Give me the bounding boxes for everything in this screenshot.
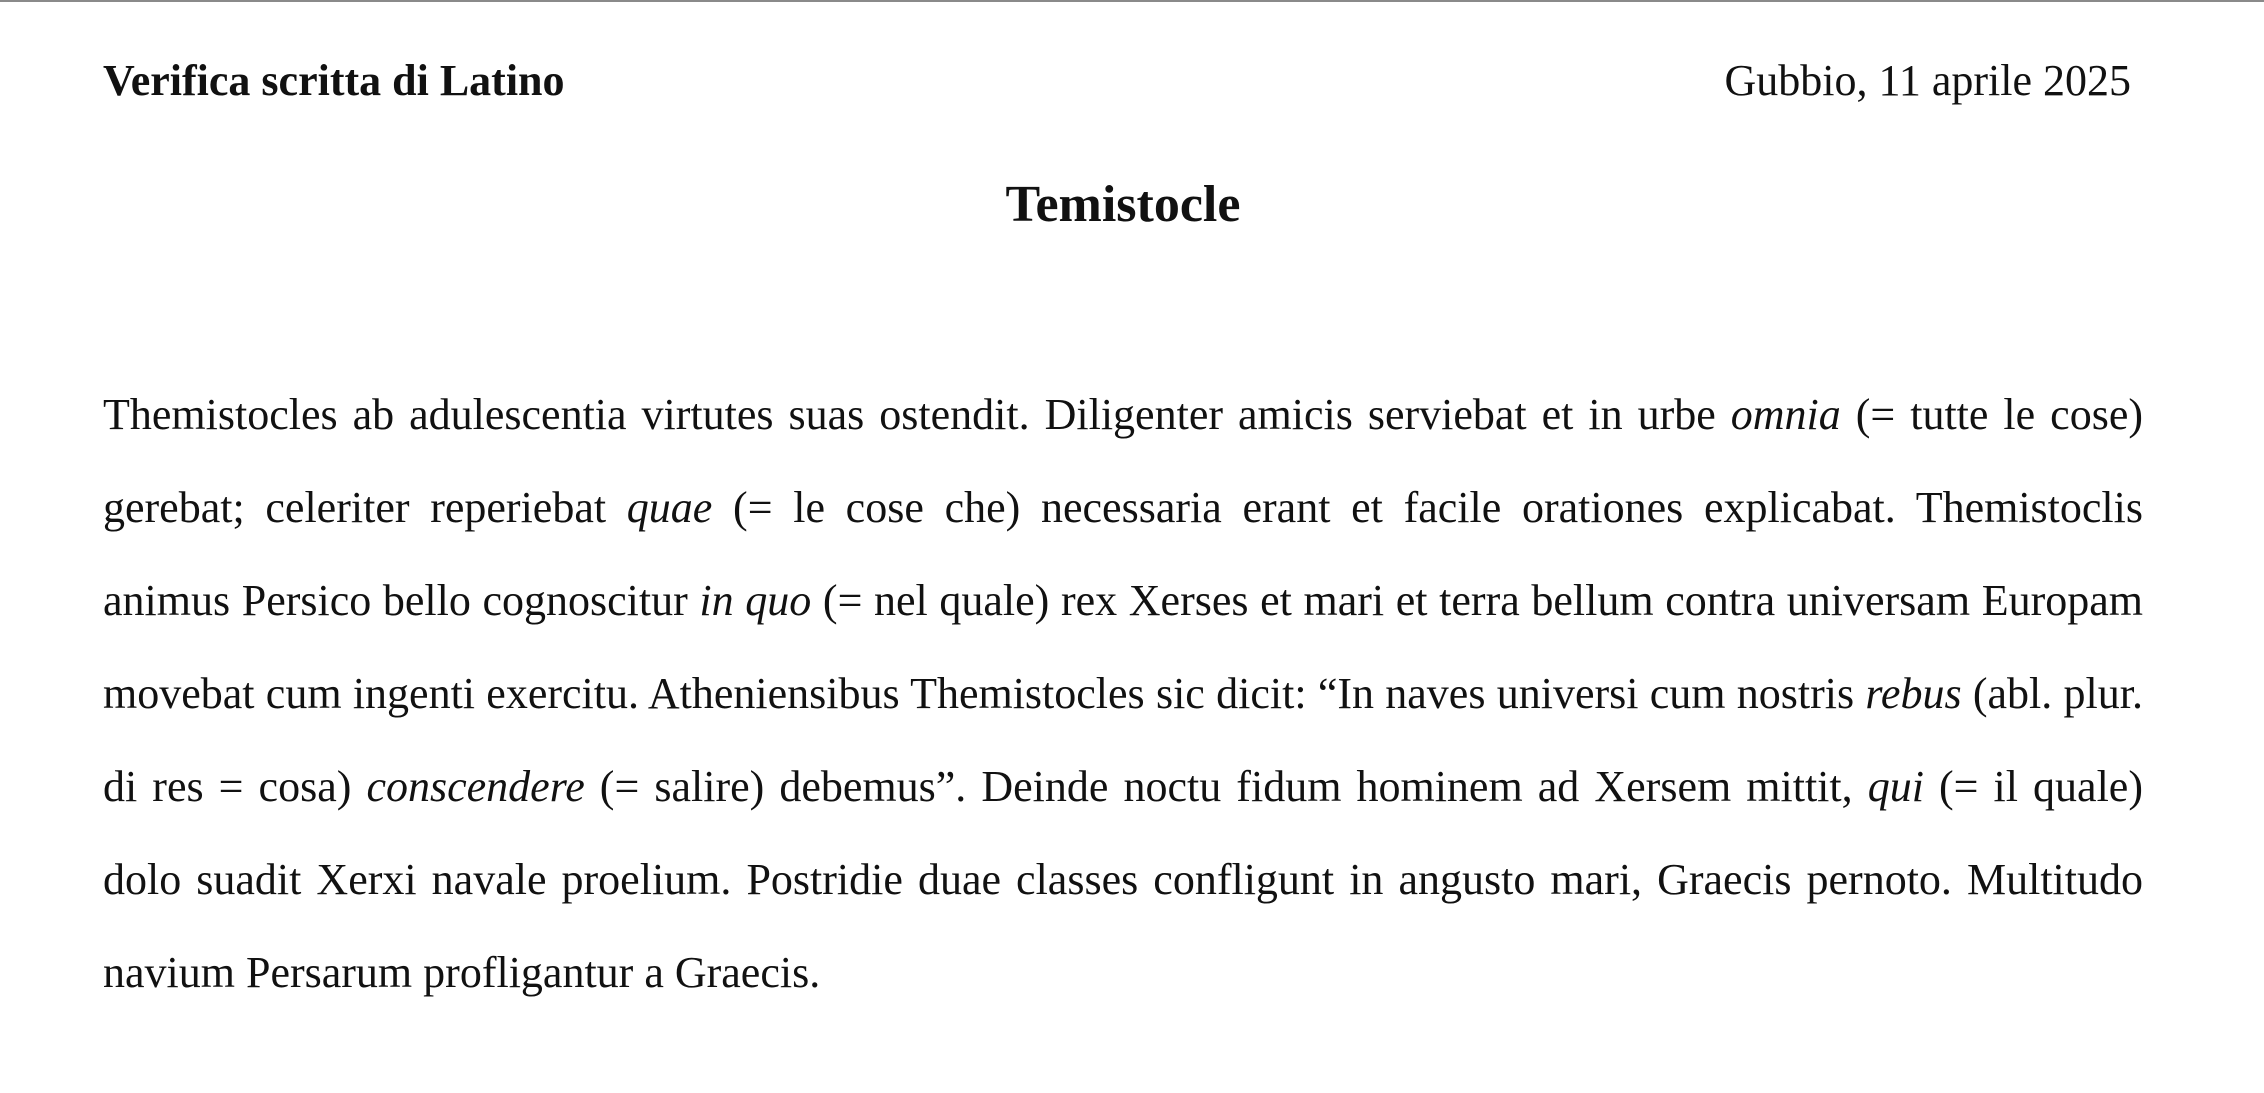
passage-text: Themistocles ab adulescentia virtutes suas ostendit. Diligenter amicis serviebat et in urbe bbox=[103, 390, 1731, 439]
passage-text: (abl. plur. di res = cosa) bbox=[103, 669, 2143, 811]
page-title: Temistocle bbox=[1005, 176, 1241, 233]
gloss-term-rebus: rebus bbox=[1865, 669, 1962, 718]
gloss-term-qui: qui bbox=[1867, 762, 1924, 811]
passage-text: (= salire) debemus”. Deinde noctu fidum hominem ad Xersem mittit, bbox=[584, 762, 1868, 811]
passage-text: (= le cose che) necessaria erant et facile orationes explicabat. Themistoclis animus Persico bello cognoscitur bbox=[103, 483, 2143, 625]
passage-text: (= il quale) dolo suadit Xerxi navale proelium. Postridie duae classes confligunt in angusto mari, Graecis pernoto. Multitudo navium Persarum profligantur a Graecis. bbox=[103, 762, 2143, 997]
latin-passage bbox=[103, 368, 2143, 1019]
gloss-term-in-quo: in quo bbox=[699, 576, 812, 625]
gloss-term-conscendere: conscendere bbox=[366, 762, 585, 811]
passage-text: (= tutte le cose) gerebat; celeriter reperiebat bbox=[103, 390, 2144, 532]
exam-subject: Verifica scritta di Latino bbox=[103, 56, 565, 105]
gloss-term-quae: quae bbox=[626, 483, 713, 532]
place-and-date: Gubbio, 11 aprile 2025 bbox=[1724, 56, 2131, 105]
document-page bbox=[103, 0, 2143, 1093]
gloss-term-omnia: omnia bbox=[1730, 390, 1841, 439]
passage-text: (= nel quale) rex Xerses et mari et terra bellum contra universam Europam movebat cum ingenti exercitu. Atheniensibus Themistocles sic dicit: “In naves universi cum nostris bbox=[103, 576, 2143, 718]
